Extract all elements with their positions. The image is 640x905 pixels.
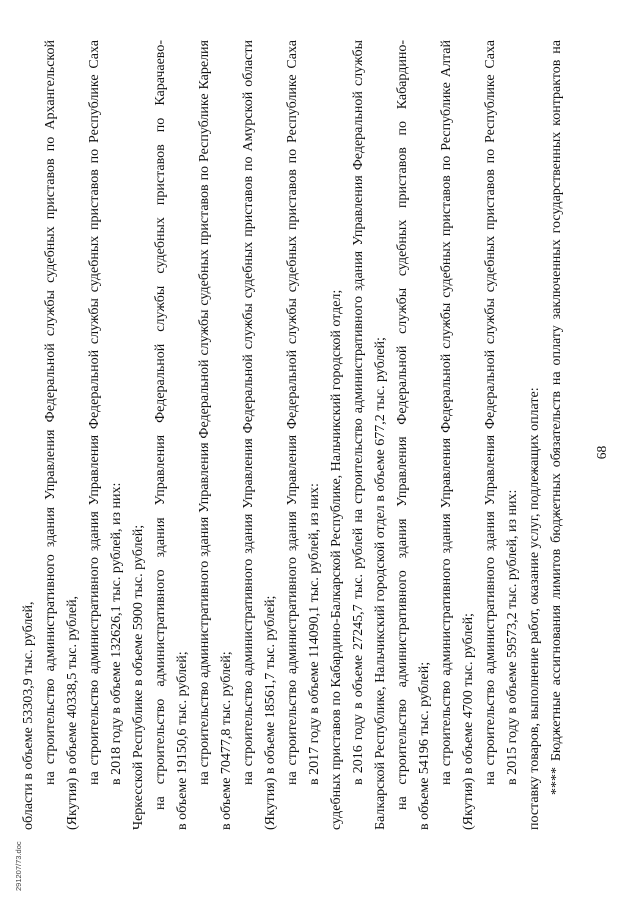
text-line: на строительство административного здания Управления Федеральной службы судебных приставов по Республике Саха: [87, 40, 102, 785]
text-line: в объеме 19150,6 тыс. рублей;: [175, 651, 190, 830]
text-line: на строительство административного здания Управления Федеральной службы судебных приставов по Республике Саха: [483, 40, 498, 785]
text-line: (Якутия) в объеме 40338,5 тыс. рублей,: [65, 595, 80, 830]
text-line: поставку товаров, выполнение работ, оказание услуг, подлежащих оплате:: [527, 387, 542, 830]
text-line: (Якутия) в объеме 18561,7 тыс. рублей;: [263, 595, 278, 830]
text-line: в 2016 году в объеме 27245,7 тыс. рублей на строительство административного здания Управления Федеральной службы: [351, 40, 366, 785]
text-line: на строительство административного здания Управления Федеральной службы судебных приставов по Республике Алтай: [439, 40, 454, 785]
page-number: 68: [594, 445, 609, 460]
text-line: в объеме 54196 тыс. рублей;: [417, 661, 432, 830]
text-line: в 2018 году в объеме 132626,1 тыс. рублей, из них:: [109, 482, 124, 785]
text-line: на строительство административного здания Управления Федеральной службы судебных приставов по Кабардино-: [395, 40, 410, 810]
text-line: области в объеме 53303,9 тыс. рублей,: [21, 601, 36, 830]
text-line: Черкесской Республике в объеме 5900 тыс. рублей;: [131, 524, 146, 830]
text-line: Балкарской Республике, Нальчикский городской отдел в объеме 677,2 тыс. рублей;: [373, 337, 388, 830]
text-line: в 2017 году в объеме 114090,1 тыс. рублей, из них:: [307, 483, 322, 785]
text-line: на строительство административного здания Управления Федеральной службы судебных приставов по Амурской области: [241, 40, 256, 785]
text-line: (Якутия) в объеме 4700 тыс. рублей;: [461, 613, 476, 830]
text-line: в 2015 году в объеме 59573,2 тыс. рублей, из них:: [505, 489, 520, 785]
text-line: судебных приставов по Кабардино-Балкарской Республике, Нальчикский городской отдел;: [329, 289, 344, 830]
text-line: на строительство административного здания Управления Федеральной службы судебных приставов по Республике Саха: [285, 40, 300, 785]
document-code-footer: 291207/73.doc: [14, 841, 23, 891]
text-line: на строительство административного здания Управления Федеральной службы судебных приставов по Республике Карелия: [197, 40, 212, 785]
text-line: на строительство административного здания Управления Федеральной службы судебных приставов по Архангельской: [43, 40, 58, 785]
text-line: **** Бюджетные ассигнования лимитов бюджетных обязательств на оплату заключенных государственных контрактов на: [549, 40, 564, 795]
text-line: в объеме 70477,8 тыс. рублей;: [219, 651, 234, 830]
text-line: на строительство административного здания Управления Федеральной службы судебных приставов по Карачаево-: [153, 40, 168, 810]
